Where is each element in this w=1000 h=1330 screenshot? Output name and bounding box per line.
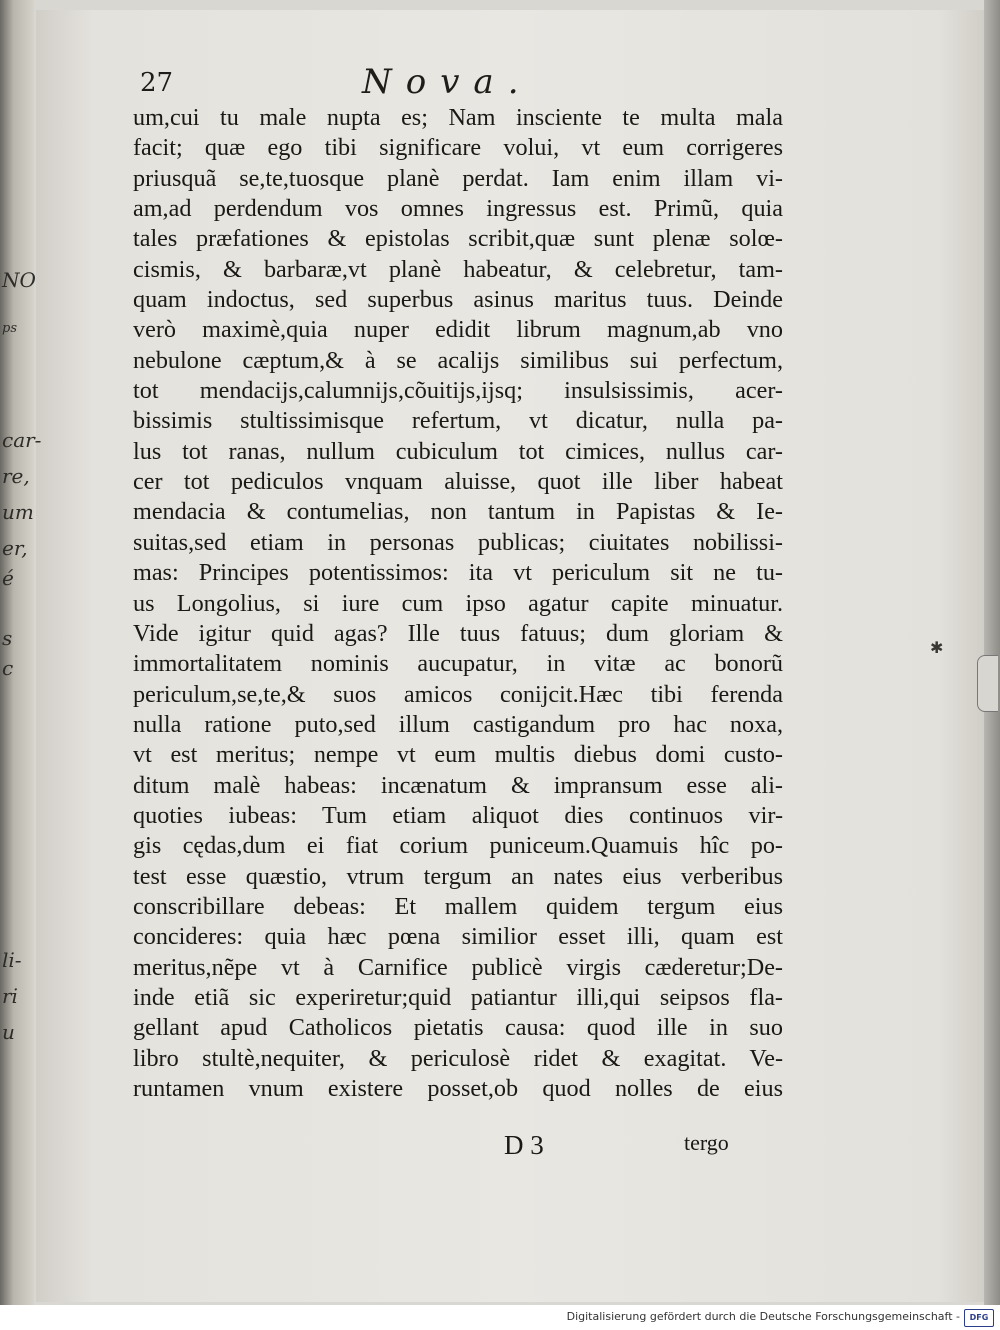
facing-fragment: u <box>2 1020 15 1044</box>
text-line: tales præfationes & epistolas scribit,quæ sunt plenæ solœ- <box>133 225 783 253</box>
facing-fragment: s <box>2 626 13 650</box>
facing-fragment: é <box>2 566 14 590</box>
text-line: immortalitatem nominis aucupatur, in vitæ ac bonorũ <box>133 650 783 678</box>
running-title: Nova. <box>362 62 533 102</box>
text-line: conscribillare debeas: Et mallem quidem tergum eius <box>133 892 783 920</box>
text-line: gis cędas,dum ei fiat corium puniceum.Quamuis hîc po- <box>133 832 783 860</box>
page-footer <box>140 1126 780 1166</box>
page-right-edge <box>984 0 1000 1305</box>
page-header <box>140 62 780 102</box>
text-line: mas: Principes potentissimos: ita vt periculum sit ne tu- <box>133 559 783 587</box>
facing-fragment: ps <box>2 321 17 336</box>
facing-fragment: car- <box>2 428 42 452</box>
text-line: quam indoctus, sed superbus asinus maritus tuus. Deinde <box>133 286 783 314</box>
text-line: um,cui tu male nupta es; Nam insciente te multa mala <box>133 104 783 131</box>
text-line: suitas,sed etiam in personas publicas; ciuitates nobilissi- <box>133 528 783 556</box>
facing-fragment: re, <box>2 464 30 488</box>
catchword: tergo <box>684 1130 729 1155</box>
facing-fragment: li- <box>2 948 22 972</box>
text-line: bissimis stultissimisque refertum, vt dicatur, nulla pa- <box>133 407 783 435</box>
text-line: lus tot ranas, nullum cubiculum tot cimices, nullus car- <box>133 437 783 465</box>
text-line: quoties iubeas: Tum etiam aliquot dies continuos vir- <box>133 801 783 829</box>
facing-fragment: c <box>2 656 14 680</box>
signature-mark: D 3 <box>504 1130 544 1160</box>
text-line: mendacia & contumelias, non tantum in Papistas & Ie- <box>133 498 783 526</box>
page-number: 27 <box>140 68 174 98</box>
text-line: vt est meritus; nempe vt eum multis diebus domi custo- <box>133 741 783 769</box>
facing-fragment: er, <box>2 536 28 560</box>
text-line: priusquã se,te,tuosque planè perdat. Iam enim illam vi- <box>133 164 783 192</box>
text-line: ditum malè habeas: incænatum & impransum esse ali- <box>133 771 783 799</box>
text-line: cer tot pediculos vnquam aluisse, quot ille liber habeat <box>133 468 783 496</box>
ink-spot-mark: ✱ <box>930 638 944 657</box>
dfg-logo: DFG <box>964 1309 994 1327</box>
text-line: runtamen vnum existere posset,ob quod nolles de eius <box>133 1075 783 1102</box>
facing-page-margin-text <box>0 270 40 1305</box>
text-line: cismis, & barbaræ,vt planè habeatur, & celebretur, tam- <box>133 255 783 283</box>
text-line: nulla ratione puto,sed illum castigandum pro hac noxa, <box>133 710 783 738</box>
text-line: meritus,nẽpe vt à Carnifice publicè virgis cæderetur;De- <box>133 953 783 981</box>
facing-fragment: um <box>2 500 34 524</box>
body-text <box>133 103 783 1104</box>
credit-text: Digitalisierung gefördert durch die Deutsche Forschungsgemeinschaft - <box>566 1310 960 1323</box>
page-fold-tab <box>977 655 998 712</box>
text-line: tot mendacijs,calumnijs,cõuitijs,ijsq; insulsissimis, acer- <box>133 377 783 405</box>
text-line: us Longolius, si iure cum ipso agatur capite minuatur. <box>133 589 783 617</box>
text-line: gellant apud Catholicos pietatis causa: quod ille in suo <box>133 1014 783 1042</box>
text-line: inde etiã sic experiretur;quid patiantur illi,qui seipsos fla- <box>133 983 783 1011</box>
text-line: libro stultè,nequiter, & periculosè ridet & exagitat. Ve- <box>133 1044 783 1072</box>
text-line: concideres: quia hæc pœna similior esset illi, quam est <box>133 923 783 951</box>
text-line: am,ad perdendum vos omnes ingressus est. Primũ, quia <box>133 195 783 223</box>
text-line: test esse quæstio, vtrum tergum an nates eius verberibus <box>133 862 783 890</box>
facing-fragment: ri <box>2 984 18 1008</box>
text-line: facit; quæ ego tibi significare volui, vt eum corrigeres <box>133 134 783 162</box>
text-line: periculum,se,te,& suos amicos conijcit.Hæc tibi ferenda <box>133 680 783 708</box>
text-line: verò maximè,quia nuper edidit librum magnum,ab vno <box>133 316 783 344</box>
text-line: nebulone cæptum,& à se acalijs similibus sui perfectum, <box>133 346 783 374</box>
text-line: Vide igitur quid agas? Ille tuus fatuus; dum gloriam & <box>133 619 783 647</box>
facing-fragment: NO <box>2 268 36 292</box>
credit-bar <box>0 1305 1000 1330</box>
